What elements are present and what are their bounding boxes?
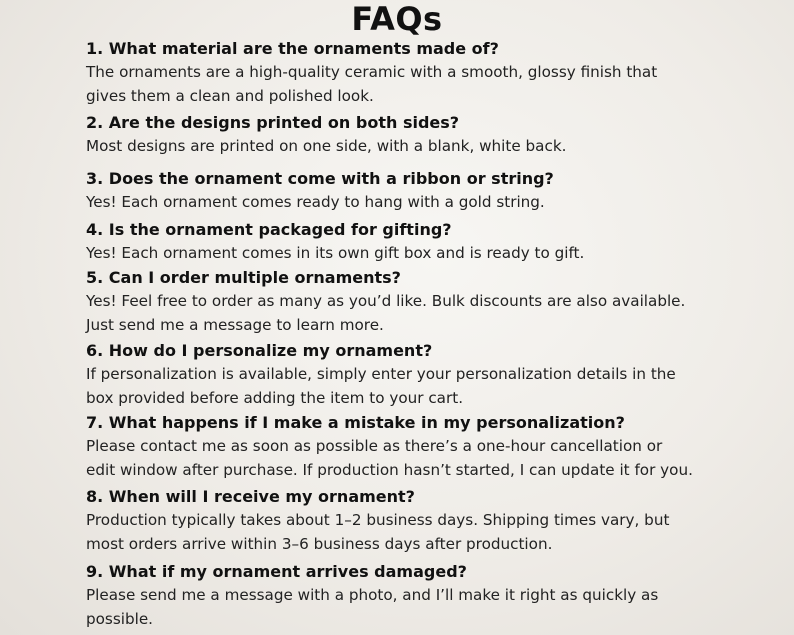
faq-item-9 bbox=[86, 560, 786, 631]
faq-answer-line: The ornaments are a high-quality ceramic with a smooth, glossy finish that bbox=[86, 63, 658, 81]
faq-answer-line: Just send me a message to learn more. bbox=[86, 315, 384, 334]
faq-answer-line: Please contact me as soon as possible as there’s a one-hour cancellation or bbox=[86, 437, 663, 455]
faq-answer-line: Production typically takes about 1–2 business days. Shipping times vary, but bbox=[86, 511, 670, 529]
faq-item-5 bbox=[86, 266, 786, 337]
faq-question: 9. What if my ornament arrives damaged? bbox=[86, 562, 467, 581]
faq-answer-line: Yes! Each ornament comes in its own gift box and is ready to gift. bbox=[86, 244, 585, 262]
faq-answer-line: Most designs are printed on one side, with a blank, white back. bbox=[86, 137, 567, 155]
faq-answer-line: Yes! Feel free to order as many as you’d like. Bulk discounts are also available. bbox=[86, 292, 686, 310]
faq-question: 2. Are the designs printed on both sides? bbox=[86, 113, 460, 132]
faq-answer-line: most orders arrive within 3–6 business days after production. bbox=[86, 534, 553, 553]
faq-item-8 bbox=[86, 485, 786, 556]
faq-answer-line: Please send me a message with a photo, and I’ll make it right as quickly as bbox=[86, 586, 659, 604]
faq-item-6 bbox=[86, 339, 786, 410]
faq-question: 1. What material are the ornaments made of? bbox=[86, 39, 499, 58]
faq-answer-line: edit window after purchase. If production hasn’t started, I can update it for you. bbox=[86, 460, 693, 479]
faq-answer-line: box provided before adding the item to your cart. bbox=[86, 388, 464, 407]
faq-item-4 bbox=[86, 218, 786, 266]
faq-answer-line: If personalization is available, simply enter your personalization details in the bbox=[86, 365, 676, 383]
faq-answer-line: Yes! Each ornament comes ready to hang with a gold string. bbox=[86, 193, 545, 211]
faq-question: 7. What happens if I make a mistake in my personalization? bbox=[86, 413, 625, 432]
faq-question: 3. Does the ornament come with a ribbon or string? bbox=[86, 169, 554, 188]
faq-item-3 bbox=[86, 167, 786, 215]
page-title: FAQs bbox=[351, 0, 443, 38]
faq-question: 5. Can I order multiple ornaments? bbox=[86, 268, 401, 287]
faq-answer-line: gives them a clean and polished look. bbox=[86, 86, 374, 105]
faq-question: 8. When will I receive my ornament? bbox=[86, 487, 415, 506]
faq-answer-line: possible. bbox=[86, 609, 154, 628]
faq-item-1 bbox=[86, 37, 786, 108]
faq-question: 6. How do I personalize my ornament? bbox=[86, 341, 433, 360]
faq-item-2 bbox=[86, 111, 786, 159]
faq-item-7 bbox=[86, 411, 786, 482]
faq-question: 4. Is the ornament packaged for gifting? bbox=[86, 220, 452, 239]
